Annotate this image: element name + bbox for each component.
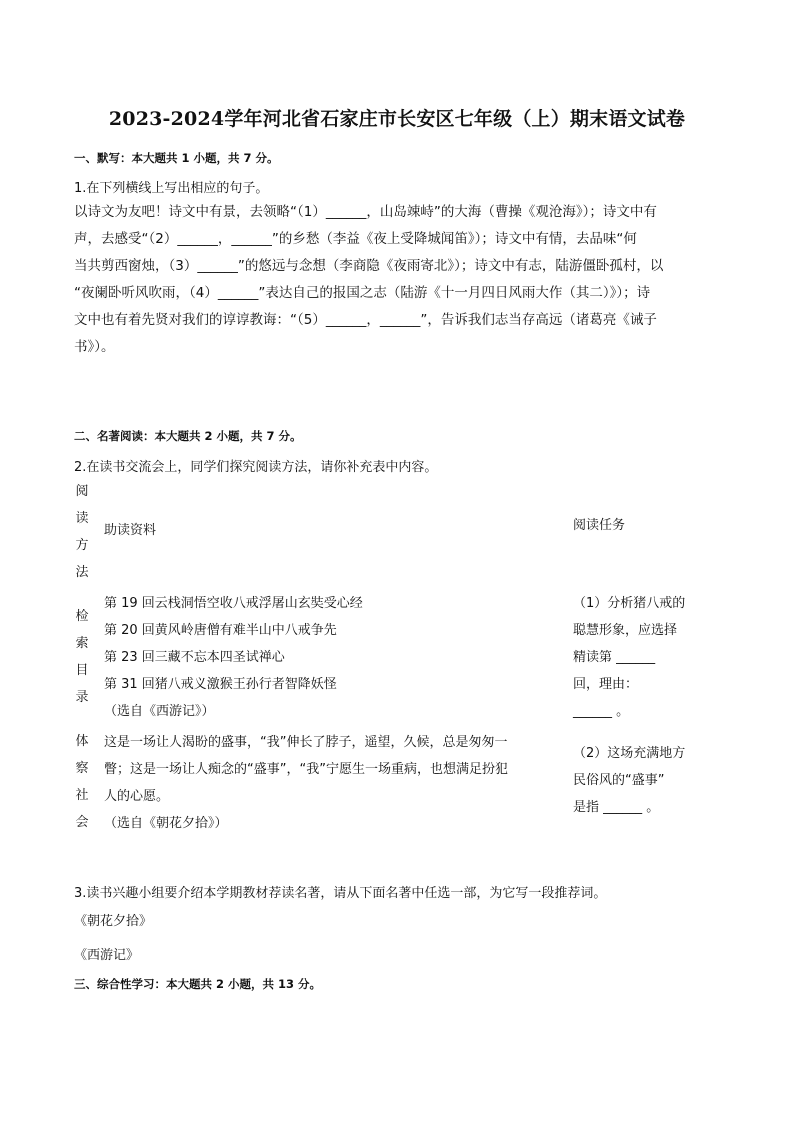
passage-line: 以诗文为友吧！诗文中有景，去领略“（1）______，山岛竦峙”的大海（曹操《观沧海》）；诗文中有 [74,204,657,220]
method-char: 检 [75,609,89,624]
method-char: 录 [75,690,89,705]
passage-line: 书》）。 [74,339,115,355]
row1-task [573,590,713,725]
passage-line: 当共剪西窗烛，（3）______”的悠远与念想（李商隐《夜雨寄北》）；诗文中有志，陆游僵卧孤村，以 [74,258,664,274]
method-char: 索 [75,636,89,651]
section-3-heading: 三、综合性学习：本大题共 2 小题，共 13 分。 [74,977,322,991]
task-line: 民俗风的“盛事” [573,773,665,788]
material-line: （选自《西游记》） [104,704,215,719]
material-line: 第 20 回黄风岭唐僧有难半山中八戒争先 [104,623,337,638]
section-2-heading: 二、名著阅读：本大题共 2 小题，共 7 分。 [74,429,302,443]
header-char: 法 [75,565,89,580]
passage-line: 文中也有着先贤对我们的谆谆教诲：“（5）______，______”，告诉我们志当存高远（诸葛亮《诫子 [74,312,657,328]
task-line: 回，理由： [573,677,639,692]
page-title: 2023-2024学年河北省石家庄市长安区七年级（上）期末语文试卷 [108,108,686,130]
method-char: 目 [75,663,89,678]
material-line: 人的心愿。 [104,789,170,804]
header-method-label [74,478,90,586]
material-line: 这是一场让人渴盼的盛事，“我”伸长了脖子，遥望，久候，总是匆匆一 [104,735,508,750]
material-line: 第 23 回三藏不忘本四圣试禅心 [104,650,285,665]
question-1-passage [74,199,724,361]
row1-method [74,603,90,711]
material-line: 瞥；这是一场让人痴念的“盛事”，“我”宁愿生一场重病，也想满足扮犯 [104,762,508,777]
passage-line: “夜阑卧听风吹雨，（4）______”表达自己的报国之志（陆游《十一月四日风雨大作（其二）》）；诗 [74,285,651,301]
header-char: 读 [75,511,89,526]
method-char: 察 [75,761,89,776]
row2-materials [104,729,554,837]
method-char: 会 [75,815,89,830]
task-line: 精读第 ______ [573,650,656,665]
header-task: 阅读任务 [573,518,626,533]
row2-task [573,740,713,821]
book-option: 《西游记》 [74,948,140,963]
task-line: （1）分析猪八戒的 [573,596,686,611]
section-1-heading: 一、默写：本大题共 1 小题，共 7 分。 [74,151,279,165]
header-materials: 助读资料 [104,523,157,538]
row2-method [74,728,90,836]
material-line: 第 19 回云栈洞悟空收八戒浮屠山玄奘受心经 [104,596,363,611]
task-line: 是指 ______ 。 [573,800,660,815]
row1-materials [104,590,554,725]
header-char: 方 [75,538,89,553]
question-2-prompt: 2.在读书交流会上，同学们探究阅读方法，请你补充表中内容。 [74,460,438,475]
question-3-prompt: 3.读书兴趣小组要介绍本学期教材荐读名著，请从下面名著中任选一部，为它写一段推荐词。 [74,886,607,901]
method-char: 社 [75,788,89,803]
method-char: 体 [75,734,89,749]
task-line: 聪慧形象，应选择 [573,623,678,638]
task-line: （2）这场充满地方 [573,746,686,761]
material-line: （选自《朝花夕拾》） [104,816,228,831]
header-char: 阅 [75,484,89,499]
material-line: 第 31 回猪八戒义激猴王孙行者智降妖怪 [104,677,337,692]
question-1-prompt: 1.在下列横线上写出相应的句子。 [74,181,269,196]
passage-line: 声，去感受“（2）______，______”的乡愁（李益《夜上受降城闻笛》）；诗文中有情，去品味“何 [74,231,637,247]
task-line: ______ 。 [573,704,630,719]
book-option: 《朝花夕拾》 [74,914,153,929]
